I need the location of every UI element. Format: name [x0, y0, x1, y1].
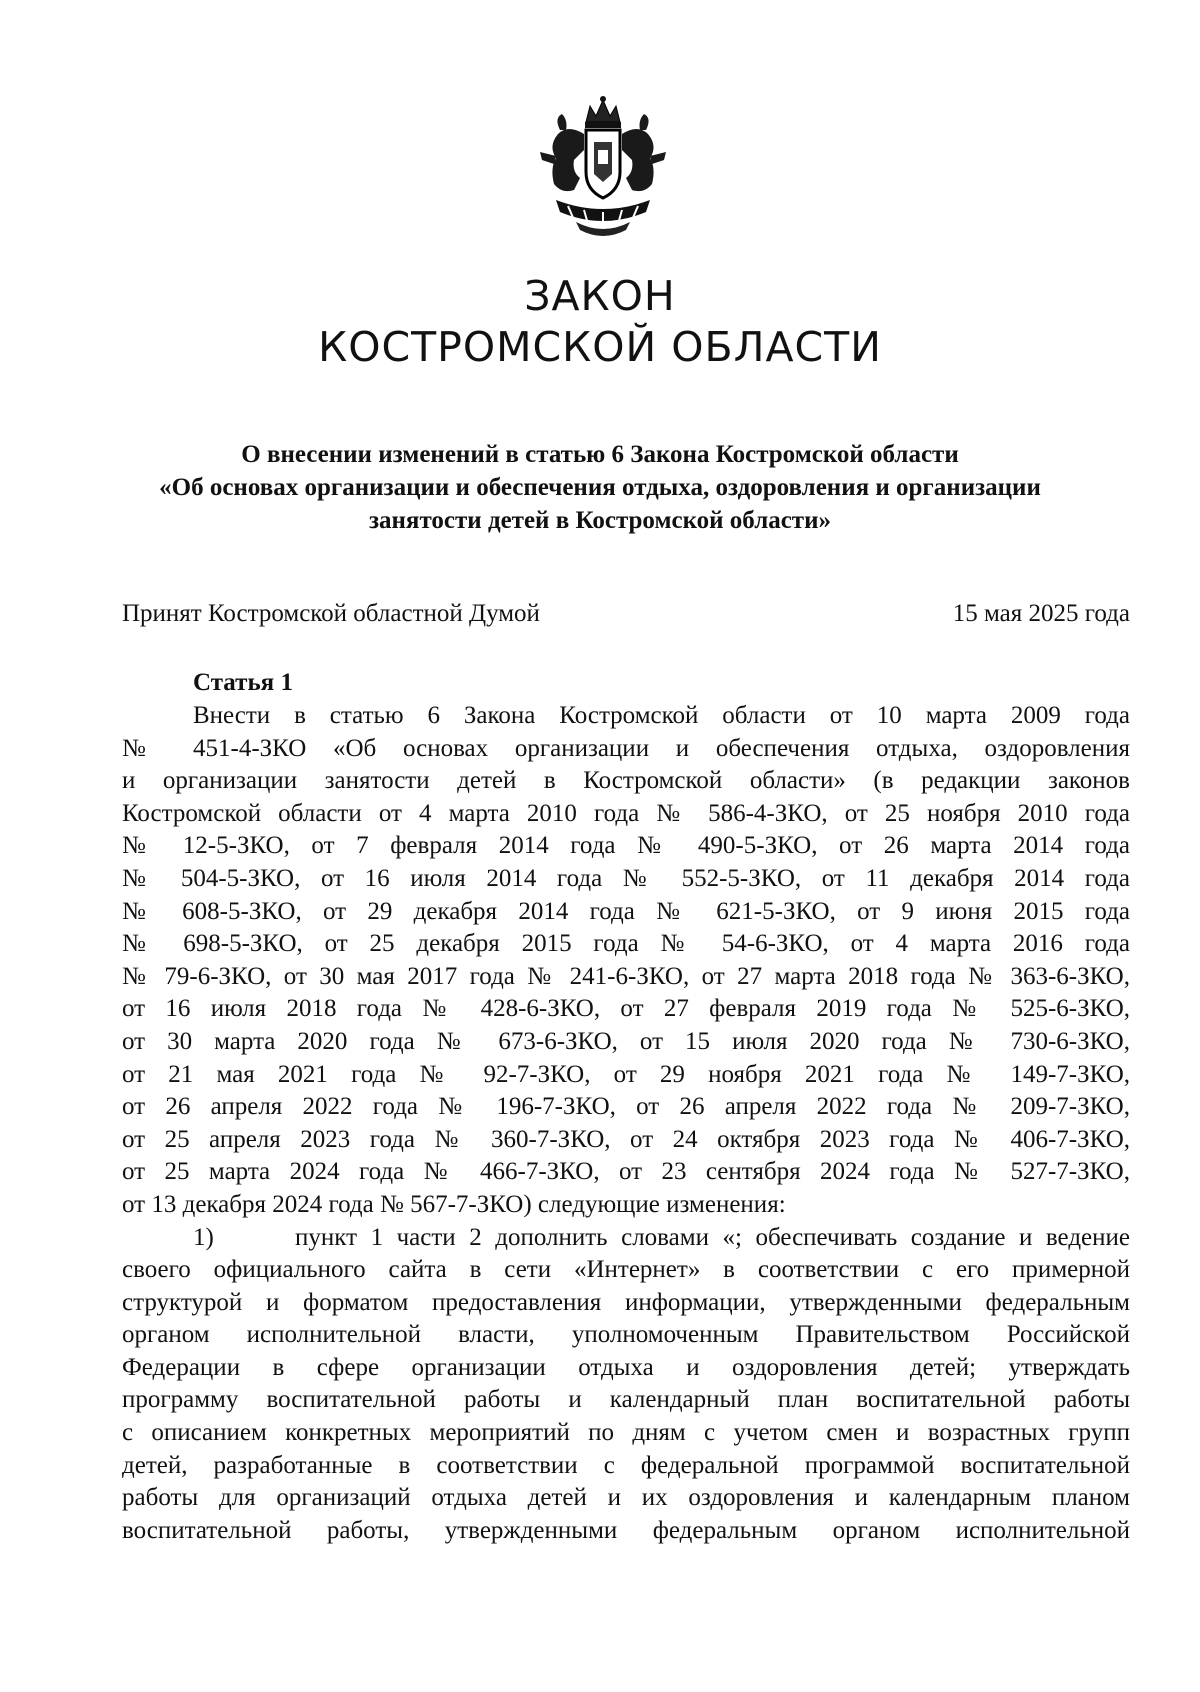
body-line: структурой и форматом предоставления информации, утвержденными федеральным — [122, 1288, 1130, 1316]
body-line: работы для организаций отдыха детей и их оздоровления и календарным планом — [122, 1484, 1130, 1512]
body-line: органом исполнительной власти, уполномоченным Правительством Российской — [122, 1321, 1130, 1349]
body-line: от 30 марта 2020 года № 673-6-ЗКО, от 15 июля 2020 года № 730-6-ЗКО, — [122, 1027, 1130, 1055]
law-title-line1: ЗАКОН — [524, 272, 676, 320]
body-line: № 698-5-ЗКО, от 25 декабря 2015 года № 54-6-ЗКО, от 4 марта 2016 года — [122, 930, 1130, 958]
subject-line: занятости детей в Костромской области» — [368, 507, 831, 534]
body-line: своего официального сайта в сети «Интернет» в соответствии с его примерной — [122, 1256, 1130, 1284]
subject-line: «Об основах организации и обеспечения отдыха, оздоровления и организации — [159, 474, 1041, 501]
body-line: № 12-5-ЗКО, от 7 февраля 2014 года № 490-5-ЗКО, от 26 марта 2014 года — [122, 832, 1130, 860]
body-line: с описанием конкретных мероприятий по дням с учетом смен и возрастных групп — [122, 1419, 1130, 1447]
body-line: от 21 мая 2021 года № 92-7-ЗКО, от 29 ноября 2021 года № 149-7-ЗКО, — [122, 1060, 1130, 1088]
adoption-date: 15 мая 2025 года — [952, 600, 1130, 627]
body-line: детей, разработанные в соответствии с федеральной программой воспитательной — [122, 1451, 1130, 1479]
adopted-by-text: Принят Костромской областной Думой — [122, 600, 540, 627]
body-line: от 26 апреля 2022 года № 196-7-ЗКО, от 26 апреля 2022 года № 209-7-ЗКО, — [122, 1093, 1130, 1121]
coat-of-arms-icon — [528, 94, 678, 244]
body-line: Внести в статью 6 Закона Костромской области от 10 марта 2009 года — [193, 702, 1130, 729]
body-line: № 451-4-ЗКО «Об основах организации и обеспечения отдыха, оздоровления — [122, 734, 1130, 762]
body-line: № 79-6-ЗКО, от 30 мая 2017 года № 241-6-ЗКО, от 27 марта 2018 года № 363-6-ЗКО, — [122, 962, 1130, 990]
adoption-row — [122, 600, 1130, 628]
subject-line: О внесении изменений в статью 6 Закона Костромской области — [241, 441, 959, 468]
article-body — [122, 700, 1130, 1547]
body-line: № 608-5-ЗКО, от 29 декабря 2014 года № 621-5-ЗКО, от 9 июня 2015 года — [122, 897, 1130, 925]
body-line: воспитательной работы, утвержденными федеральным органом исполнительной — [122, 1516, 1130, 1544]
body-line: программу воспитательной работы и календарный план воспитательной работы — [122, 1386, 1130, 1414]
law-title-line2: КОСТРОМСКОЙ ОБЛАСТИ — [318, 323, 882, 371]
body-line: от 25 апреля 2023 года № 360-7-ЗКО, от 24 октября 2023 года № 406-7-ЗКО, — [122, 1125, 1130, 1153]
body-line: Федерации в сфере организации отдыха и оздоровления детей; утверждать — [122, 1353, 1130, 1381]
law-subject — [100, 438, 1100, 537]
body-line: № 504-5-ЗКО, от 16 июля 2014 года № 552-5-ЗКО, от 11 декабря 2014 года — [122, 864, 1130, 892]
body-line: от 25 марта 2024 года № 466-7-ЗКО, от 23 сентября 2024 года № 527-7-ЗКО, — [122, 1158, 1130, 1186]
body-line: и организации занятости детей в Костромской области» (в редакции законов — [122, 767, 1130, 795]
article-heading: Статья 1 — [193, 669, 293, 696]
body-line: Костромской области от 4 марта 2010 года № 586-4-ЗКО, от 25 ноября 2010 года — [122, 799, 1130, 827]
body-line: от 16 июля 2018 года № 428-6-ЗКО, от 27 февраля 2019 года № 525-6-ЗКО, — [122, 995, 1130, 1023]
body-line: от 13 декабря 2024 года № 567-7-ЗКО) следующие изменения: — [122, 1190, 786, 1218]
body-line: 1) пункт 1 части 2 дополнить словами «; обеспечивать создание и ведение — [193, 1223, 1130, 1251]
